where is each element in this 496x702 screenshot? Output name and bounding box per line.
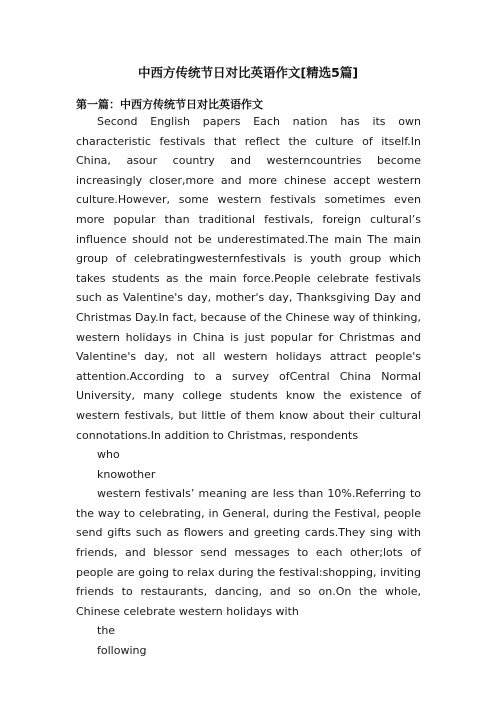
paragraph: Second English papers Each nation has its own characteristic festivals that reflect the culture of itself.In China, asour country and westerncountries become increasingly closer,more and more chinese accept western culture.However, some western festivals sometimes even more popular than traditional festivals, foreign cultural’s influence should not be underestimated.The main The main group of celebratingwesternfestivals is youth group which takes students as the main force.People celebrate festivals such as Valentine's day, mother's day, Thanksgiving Day and Christmas Day.In fact, because of the Chinese way of thinking, western holidays in China is just popular for Christmas and Valentine's day, not all western holidays attract people's attention.According to a survey ofCentral China Normal University, many college students know the existence of western festivals, but little of them know about their cultural connotations.In addition to Christmas, respondents (76, 115, 421, 442)
paragraph: who (97, 448, 120, 462)
paragraph: knowother (97, 467, 156, 481)
section-heading: 第一篇：中西方传统节日对比英语作文 (76, 98, 263, 111)
paragraph: western festivals’ meaning are less than 10%.Referring to the way to celebrating, in General, during the Festival, people send gifts such as flowers and greeting cards.They sing with friends, and blessor send messages to each other;lots of people are going to relax during the festival:shopping, inviting friends to restaurants, dancing, and so on.On the whole, Chinese celebrate western holidays with (76, 487, 421, 618)
paragraph: the (97, 624, 116, 638)
document-title: 中西方传统节日对比英语作文[精选5篇] (137, 65, 359, 80)
paragraph: following (97, 644, 147, 658)
document-body (76, 112, 421, 661)
